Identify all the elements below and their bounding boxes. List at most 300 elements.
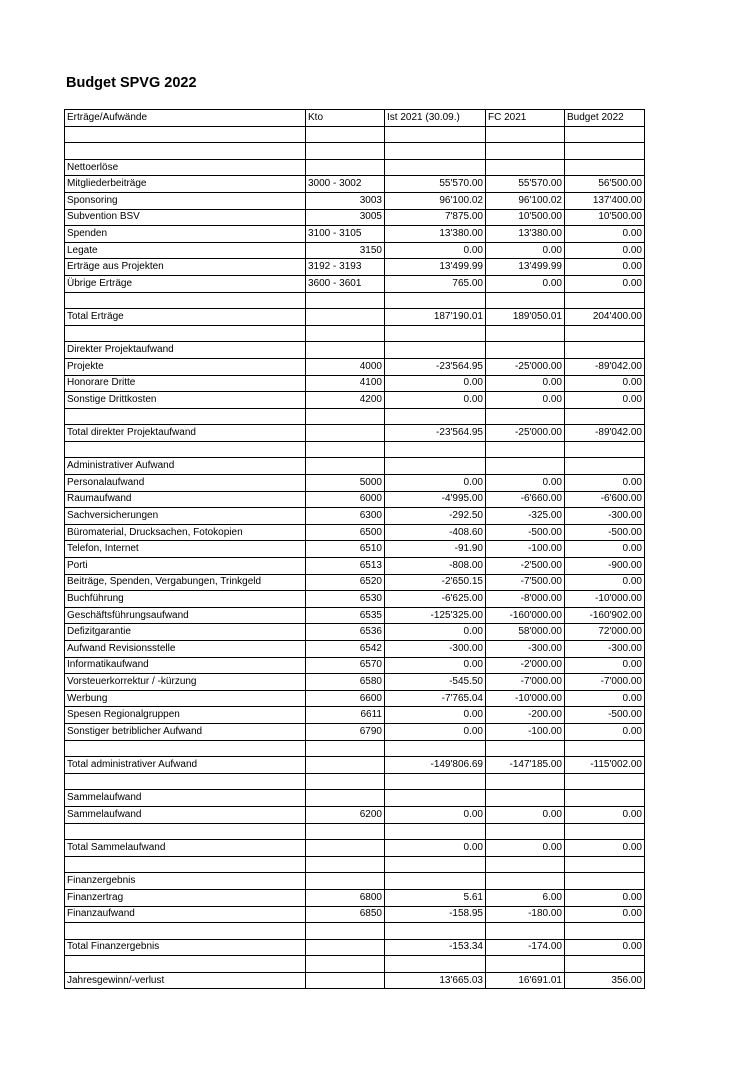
budget-2022-cell: 10'500.00 [565,209,645,226]
kto-cell: 5000 [306,475,385,492]
ist-2021-cell: 0.00 [385,707,486,724]
budget-2022-cell: -10'000.00 [565,591,645,608]
empty-cell [486,143,565,160]
table-row [65,757,645,774]
ist-2021-cell: -808.00 [385,558,486,575]
fc-2021-cell: -2'500.00 [486,558,565,575]
header-fc-2021: FC 2021 [486,110,565,127]
row-label-cell: Jahresgewinn/-verlust [65,972,306,989]
header-budget-2022: Budget 2022 [565,110,645,127]
fc-2021-cell: -180.00 [486,906,565,923]
table-row [65,624,645,641]
row-label-cell: Legate [65,242,306,259]
kto-cell [306,458,385,475]
fc-2021-cell: 58'000.00 [486,624,565,641]
ist-2021-cell: 0.00 [385,806,486,823]
empty-cell [385,325,486,342]
fc-2021-cell [486,790,565,807]
table-row [65,690,645,707]
budget-2022-cell [565,873,645,890]
empty-cell [385,408,486,425]
blank-row [65,923,645,940]
budget-table [64,109,645,989]
empty-cell [65,956,306,973]
ist-2021-cell: 0.00 [385,657,486,674]
row-label-cell: Total Finanzergebnis [65,939,306,956]
fc-2021-cell: -10'000.00 [486,690,565,707]
row-label-cell: Administrativer Aufwand [65,458,306,475]
kto-cell [306,790,385,807]
budget-2022-cell: -7'000.00 [565,674,645,691]
row-label-cell: Finanzertrag [65,889,306,906]
fc-2021-cell: 0.00 [486,475,565,492]
blank-row [65,292,645,309]
row-label-cell: Buchführung [65,591,306,608]
table-row [65,524,645,541]
table-row [65,375,645,392]
ist-2021-cell: 0.00 [385,375,486,392]
blank-row [65,773,645,790]
table-row [65,840,645,857]
budget-2022-cell [565,159,645,176]
kto-cell: 6530 [306,591,385,608]
empty-cell [486,856,565,873]
kto-cell: 6200 [306,806,385,823]
ist-2021-cell: -300.00 [385,641,486,658]
kto-cell: 4000 [306,358,385,375]
kto-cell [306,309,385,326]
row-label-cell: Nettoerlöse [65,159,306,176]
ist-2021-cell: -158.95 [385,906,486,923]
header-ist-2021: Ist 2021 (30.09.) [385,110,486,127]
empty-cell [565,126,645,143]
fc-2021-cell: -8'000.00 [486,591,565,608]
empty-cell [306,956,385,973]
fc-2021-cell: -7'500.00 [486,574,565,591]
table-row [65,209,645,226]
row-label-cell: Projekte [65,358,306,375]
ist-2021-cell: -545.50 [385,674,486,691]
empty-cell [65,408,306,425]
ist-2021-cell: -2'650.15 [385,574,486,591]
kto-cell [306,159,385,176]
empty-cell [385,923,486,940]
fc-2021-cell [486,342,565,359]
kto-cell: 6500 [306,524,385,541]
kto-cell: 3000 - 3002 [306,176,385,193]
table-row [65,657,645,674]
fc-2021-cell: -100.00 [486,723,565,740]
fc-2021-cell: -25'000.00 [486,358,565,375]
empty-cell [385,740,486,757]
table-row [65,275,645,292]
row-label-cell: Sponsoring [65,192,306,209]
empty-cell [565,441,645,458]
budget-2022-cell [565,790,645,807]
row-label-cell: Geschäftsführungsaufwand [65,607,306,624]
kto-cell [306,425,385,442]
ist-2021-cell: 0.00 [385,392,486,409]
empty-cell [65,126,306,143]
kto-cell [306,972,385,989]
empty-cell [565,408,645,425]
ist-2021-cell: -4'995.00 [385,491,486,508]
kto-cell: 6570 [306,657,385,674]
table-row [65,607,645,624]
table-row [65,508,645,525]
kto-cell: 6580 [306,674,385,691]
blank-row [65,740,645,757]
kto-cell: 6535 [306,607,385,624]
table-row [65,342,645,359]
ist-2021-cell: 187'190.01 [385,309,486,326]
table-row [65,392,645,409]
table-row [65,176,645,193]
ist-2021-cell: 0.00 [385,624,486,641]
table-row [65,192,645,209]
fc-2021-cell: 0.00 [486,275,565,292]
empty-cell [385,856,486,873]
table-row [65,641,645,658]
empty-cell [486,740,565,757]
ist-2021-cell: 5.61 [385,889,486,906]
kto-cell: 4100 [306,375,385,392]
ist-2021-cell: -149'806.69 [385,757,486,774]
budget-2022-cell: 137'400.00 [565,192,645,209]
table-row [65,591,645,608]
table-row [65,707,645,724]
budget-2022-cell: 0.00 [565,840,645,857]
fc-2021-cell [486,873,565,890]
row-label-cell: Raumaufwand [65,491,306,508]
row-label-cell: Aufwand Revisionsstelle [65,641,306,658]
empty-cell [65,292,306,309]
ist-2021-cell: -23'564.95 [385,425,486,442]
budget-2022-cell: 204'400.00 [565,309,645,326]
table-row [65,358,645,375]
row-label-cell: Erträge aus Projekten [65,259,306,276]
empty-cell [486,956,565,973]
ist-2021-cell: -292.50 [385,508,486,525]
table-row [65,242,645,259]
empty-cell [565,740,645,757]
fc-2021-cell: 189'050.01 [486,309,565,326]
kto-cell: 6000 [306,491,385,508]
empty-cell [486,923,565,940]
empty-cell [306,441,385,458]
row-label-cell: Finanzergebnis [65,873,306,890]
table-row [65,972,645,989]
row-label-cell: Total administrativer Aufwand [65,757,306,774]
row-label-cell: Total direkter Projektaufwand [65,425,306,442]
budget-2022-cell: 0.00 [565,226,645,243]
table-header-row [65,110,645,127]
budget-2022-cell: 0.00 [565,690,645,707]
fc-2021-cell: 96'100.02 [486,192,565,209]
row-label-cell: Spenden [65,226,306,243]
empty-cell [565,292,645,309]
blank-row [65,441,645,458]
budget-2022-cell: 0.00 [565,723,645,740]
row-label-cell: Direkter Projektaufwand [65,342,306,359]
budget-2022-cell: 72'000.00 [565,624,645,641]
empty-cell [565,823,645,840]
ist-2021-cell: 0.00 [385,723,486,740]
ist-2021-cell: 765.00 [385,275,486,292]
table-row [65,873,645,890]
row-label-cell: Defizitgarantie [65,624,306,641]
budget-2022-cell [565,342,645,359]
kto-cell: 3600 - 3601 [306,275,385,292]
blank-row [65,823,645,840]
empty-cell [65,773,306,790]
row-label-cell: Total Erträge [65,309,306,326]
fc-2021-cell: -147'185.00 [486,757,565,774]
fc-2021-cell: -2'000.00 [486,657,565,674]
fc-2021-cell: 0.00 [486,806,565,823]
ist-2021-cell: -125'325.00 [385,607,486,624]
budget-2022-cell: 0.00 [565,375,645,392]
table-row [65,425,645,442]
empty-cell [65,740,306,757]
table-row [65,159,645,176]
row-label-cell: Übrige Erträge [65,275,306,292]
budget-2022-cell: 0.00 [565,541,645,558]
kto-cell: 6520 [306,574,385,591]
budget-2022-cell: 0.00 [565,275,645,292]
empty-cell [385,292,486,309]
empty-cell [385,126,486,143]
fc-2021-cell [486,458,565,475]
fc-2021-cell: -160'000.00 [486,607,565,624]
budget-table-body [65,126,645,989]
ist-2021-cell [385,342,486,359]
fc-2021-cell: 13'380.00 [486,226,565,243]
budget-2022-cell: 0.00 [565,574,645,591]
row-label-cell: Honorare Dritte [65,375,306,392]
budget-2022-cell: 0.00 [565,475,645,492]
row-label-cell: Porti [65,558,306,575]
ist-2021-cell: -408.60 [385,524,486,541]
empty-cell [565,773,645,790]
kto-cell: 6800 [306,889,385,906]
fc-2021-cell: 6.00 [486,889,565,906]
empty-cell [306,143,385,160]
budget-2022-cell: -500.00 [565,524,645,541]
kto-cell [306,840,385,857]
row-label-cell: Personalaufwand [65,475,306,492]
table-row [65,558,645,575]
budget-2022-cell: 0.00 [565,259,645,276]
row-label-cell: Total Sammelaufwand [65,840,306,857]
empty-cell [565,856,645,873]
table-row [65,226,645,243]
blank-row [65,325,645,342]
kto-cell: 3192 - 3193 [306,259,385,276]
budget-2022-cell: -6'600.00 [565,491,645,508]
row-label-cell: Mitgliederbeiträge [65,176,306,193]
table-row [65,541,645,558]
empty-cell [565,143,645,160]
ist-2021-cell: 13'499.99 [385,259,486,276]
fc-2021-cell: -100.00 [486,541,565,558]
ist-2021-cell: 0.00 [385,242,486,259]
row-label-cell: Sachversicherungen [65,508,306,525]
kto-cell: 6850 [306,906,385,923]
budget-2022-cell: -89'042.00 [565,425,645,442]
row-label-cell: Sonstiger betriblicher Aufwand [65,723,306,740]
table-row [65,259,645,276]
empty-cell [306,126,385,143]
empty-cell [306,823,385,840]
row-label-cell: Sonstige Drittkosten [65,392,306,409]
empty-cell [65,923,306,940]
ist-2021-cell: -7'765.04 [385,690,486,707]
fc-2021-cell: 0.00 [486,375,565,392]
fc-2021-cell: 10'500.00 [486,209,565,226]
ist-2021-cell [385,790,486,807]
header-account-label: Erträge/Aufwände [65,110,306,127]
blank-row [65,143,645,160]
fc-2021-cell: 0.00 [486,840,565,857]
fc-2021-cell: -325.00 [486,508,565,525]
kto-cell: 3150 [306,242,385,259]
table-row [65,790,645,807]
budget-2022-cell: -500.00 [565,707,645,724]
budget-2022-cell: 0.00 [565,889,645,906]
row-label-cell: Werbung [65,690,306,707]
empty-cell [65,441,306,458]
ist-2021-cell: -153.34 [385,939,486,956]
table-row [65,309,645,326]
empty-cell [65,143,306,160]
ist-2021-cell: -91.90 [385,541,486,558]
table-row [65,806,645,823]
blank-row [65,856,645,873]
kto-cell [306,342,385,359]
empty-cell [565,325,645,342]
empty-cell [385,773,486,790]
budget-2022-cell: -160'902.00 [565,607,645,624]
ist-2021-cell: 13'665.03 [385,972,486,989]
empty-cell [486,823,565,840]
blank-row [65,408,645,425]
table-row [65,889,645,906]
kto-cell: 3003 [306,192,385,209]
budget-2022-cell: 56'500.00 [565,176,645,193]
fc-2021-cell [486,159,565,176]
budget-2022-cell: 0.00 [565,657,645,674]
table-row [65,475,645,492]
empty-cell [306,325,385,342]
kto-cell: 6790 [306,723,385,740]
empty-cell [486,325,565,342]
row-label-cell: Informatikaufwand [65,657,306,674]
budget-2022-cell: 0.00 [565,392,645,409]
fc-2021-cell: 16'691.01 [486,972,565,989]
row-label-cell: Sammelaufwand [65,790,306,807]
empty-cell [486,292,565,309]
ist-2021-cell: -23'564.95 [385,358,486,375]
fc-2021-cell: 55'570.00 [486,176,565,193]
fc-2021-cell: 0.00 [486,242,565,259]
empty-cell [306,773,385,790]
budget-2022-cell: -900.00 [565,558,645,575]
budget-2022-cell: 0.00 [565,906,645,923]
budget-2022-cell: -300.00 [565,641,645,658]
kto-cell: 6300 [306,508,385,525]
budget-2022-cell: 356.00 [565,972,645,989]
row-label-cell: Beiträge, Spenden, Vergabungen, Trinkgeld [65,574,306,591]
budget-2022-cell: 0.00 [565,939,645,956]
blank-row [65,956,645,973]
table-row [65,491,645,508]
kto-cell: 6542 [306,641,385,658]
row-label-cell: Subvention BSV [65,209,306,226]
empty-cell [65,325,306,342]
kto-cell: 6513 [306,558,385,575]
ist-2021-cell: 13'380.00 [385,226,486,243]
empty-cell [385,441,486,458]
ist-2021-cell: 0.00 [385,475,486,492]
empty-cell [565,956,645,973]
empty-cell [486,408,565,425]
fc-2021-cell: -300.00 [486,641,565,658]
kto-cell [306,939,385,956]
kto-cell: 6600 [306,690,385,707]
kto-cell: 6536 [306,624,385,641]
kto-cell: 3100 - 3105 [306,226,385,243]
header-kto: Kto [306,110,385,127]
fc-2021-cell: -7'000.00 [486,674,565,691]
empty-cell [306,923,385,940]
empty-cell [385,143,486,160]
ist-2021-cell: 96'100.02 [385,192,486,209]
table-row [65,574,645,591]
page-title: Budget SPVG 2022 [66,75,197,91]
kto-cell [306,757,385,774]
kto-cell: 4200 [306,392,385,409]
table-row [65,674,645,691]
empty-cell [306,740,385,757]
budget-2022-cell [565,458,645,475]
empty-cell [306,408,385,425]
kto-cell: 6510 [306,541,385,558]
row-label-cell: Telefon, Internet [65,541,306,558]
ist-2021-cell: -6'625.00 [385,591,486,608]
ist-2021-cell: 0.00 [385,840,486,857]
empty-cell [306,856,385,873]
table-row [65,723,645,740]
empty-cell [486,126,565,143]
budget-2022-cell: 0.00 [565,242,645,259]
kto-cell [306,873,385,890]
empty-cell [306,292,385,309]
empty-cell [65,856,306,873]
row-label-cell: Vorsteuerkorrektur / -kürzung [65,674,306,691]
budget-2022-cell: -115'002.00 [565,757,645,774]
table-row [65,906,645,923]
empty-cell [385,823,486,840]
fc-2021-cell: 13'499.99 [486,259,565,276]
ist-2021-cell: 7'875.00 [385,209,486,226]
budget-2022-cell: 0.00 [565,806,645,823]
budget-2022-cell: -300.00 [565,508,645,525]
fc-2021-cell: -174.00 [486,939,565,956]
table-row [65,458,645,475]
row-label-cell: Sammelaufwand [65,806,306,823]
ist-2021-cell [385,873,486,890]
